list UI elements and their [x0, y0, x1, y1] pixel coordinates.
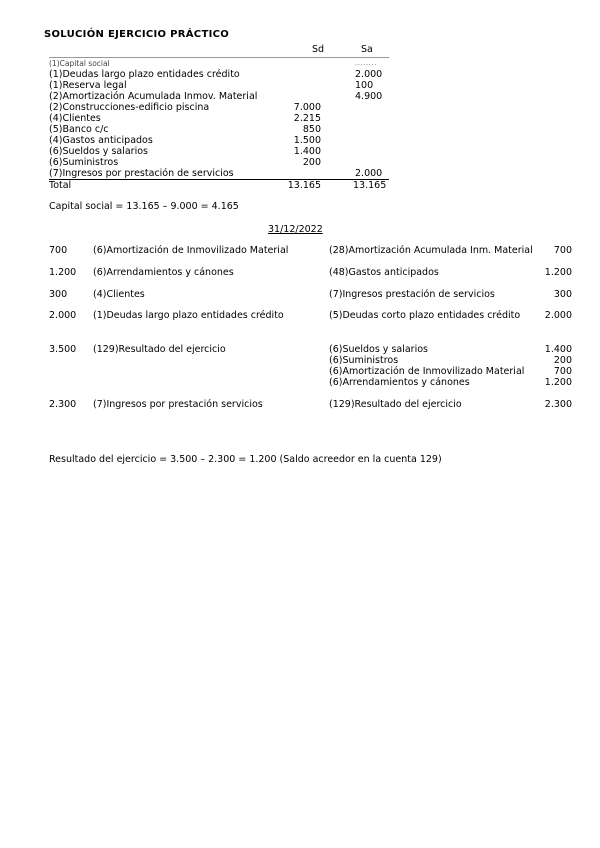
entry-credit-account: (28)Amortización Acumulada Inm. Material	[329, 245, 533, 256]
entry-credit-amount: 1.200	[544, 267, 572, 278]
row-sd: 200	[302, 157, 321, 168]
entry-credit-amount: 300	[553, 289, 572, 300]
balance-row	[49, 113, 389, 124]
row-label: (1)Capital social	[49, 59, 110, 68]
entry-credit-account: (129)Resultado del ejercicio	[329, 399, 462, 410]
entry-credit-amount: 200	[553, 355, 572, 366]
entry-debit-amount: 300	[49, 289, 68, 300]
balance-row	[49, 124, 389, 135]
entry-debit-account: (4)Clientes	[93, 289, 145, 300]
entry-debit-account: (6)Arrendamientos y cánones	[93, 267, 234, 278]
row-sd: 850	[302, 124, 321, 135]
entry-debit-amount: 700	[49, 245, 68, 256]
entry-credit-account: (48)Gastos anticipados	[329, 267, 439, 278]
header-underline	[49, 57, 389, 58]
total-row	[49, 180, 389, 191]
entry-debit-amount: 1.200	[49, 267, 77, 278]
balance-row	[49, 157, 389, 168]
row-sa: 100	[355, 80, 374, 91]
entry-credit-account: (5)Deudas corto plazo entidades crédito	[329, 310, 521, 321]
page-title: SOLUCIÓN EJERCICIO PRÁCTICO	[44, 29, 230, 40]
row-sa: ........	[355, 59, 377, 67]
entry-debit-amount: 3.500	[49, 344, 77, 355]
entry-debit-account: (6)Amortización de Inmovilizado Material	[93, 245, 289, 256]
total-sa: 13.165	[353, 180, 387, 191]
entry-credit-account: (6)Sueldos y salarios	[329, 344, 428, 355]
entry-credit-amount: 1.200	[544, 377, 572, 388]
row-sa: 4.900	[355, 91, 383, 102]
balance-row	[49, 146, 389, 157]
entry-debit-account: (1)Deudas largo plazo entidades crédito	[93, 310, 284, 321]
balance-row	[49, 80, 389, 91]
row-label: (2)Construcciones-edificio piscina	[49, 102, 210, 113]
row-sd: 1.400	[293, 146, 321, 157]
sa-column-header: Sa	[361, 44, 373, 55]
total-label: Total	[49, 180, 72, 191]
total-sd: 13.165	[287, 180, 321, 191]
row-label: (4)Gastos anticipados	[49, 135, 153, 146]
entry-debit-account: (129)Resultado del ejercicio	[93, 344, 226, 355]
row-label: (7)Ingresos por prestación de servicios	[49, 168, 234, 179]
row-sa: 2.000	[355, 168, 383, 179]
entry-credit-amount: 2.300	[544, 399, 572, 410]
entry-credit-amount: 1.400	[544, 344, 572, 355]
row-label: (6)Sueldos y salarios	[49, 146, 148, 157]
sd-column-header: Sd	[312, 44, 325, 55]
row-label: (2)Amortización Acumulada Inmov. Material	[49, 91, 258, 102]
row-sd: 2.215	[293, 113, 321, 124]
row-label: (1)Reserva legal	[49, 80, 127, 91]
entry-credit-account: (6)Amortización de Inmovilizado Material	[329, 366, 525, 377]
entry-credit-amount: 2.000	[544, 310, 572, 321]
balance-row	[49, 91, 389, 102]
balance-row	[49, 69, 389, 80]
row-label: (4)Clientes	[49, 113, 101, 124]
row-label: (1)Deudas largo plazo entidades crédito	[49, 69, 240, 80]
entry-debit-amount: 2.300	[49, 399, 77, 410]
entry-credit-amount: 700	[553, 366, 572, 377]
row-sd: 7.000	[293, 102, 321, 113]
capital-formula: Capital social = 13.165 – 9.000 = 4.165	[49, 201, 239, 212]
result-formula: Resultado del ejercicio = 3.500 – 2.300 = 1.200 (Saldo acreedor en la cuenta 129)	[49, 454, 442, 465]
journal-date: 31/12/2022	[268, 224, 323, 235]
entry-credit-account: (7)Ingresos prestación de servicios	[329, 289, 495, 300]
entry-debit-amount: 2.000	[49, 310, 77, 321]
entry-credit-account: (6)Arrendamientos y cánones	[329, 377, 470, 388]
balance-row	[49, 135, 389, 146]
row-label: (6)Suministros	[49, 157, 119, 168]
row-label: (5)Banco c/c	[49, 124, 109, 135]
row-sa: 2.000	[355, 69, 383, 80]
balance-row	[49, 168, 389, 179]
entry-debit-account: (7)Ingresos por prestación servicios	[93, 399, 263, 410]
row-sd: 1.500	[293, 135, 321, 146]
entry-credit-account: (6)Suministros	[329, 355, 399, 366]
balance-row	[49, 102, 389, 113]
entry-credit-amount: 700	[553, 245, 572, 256]
